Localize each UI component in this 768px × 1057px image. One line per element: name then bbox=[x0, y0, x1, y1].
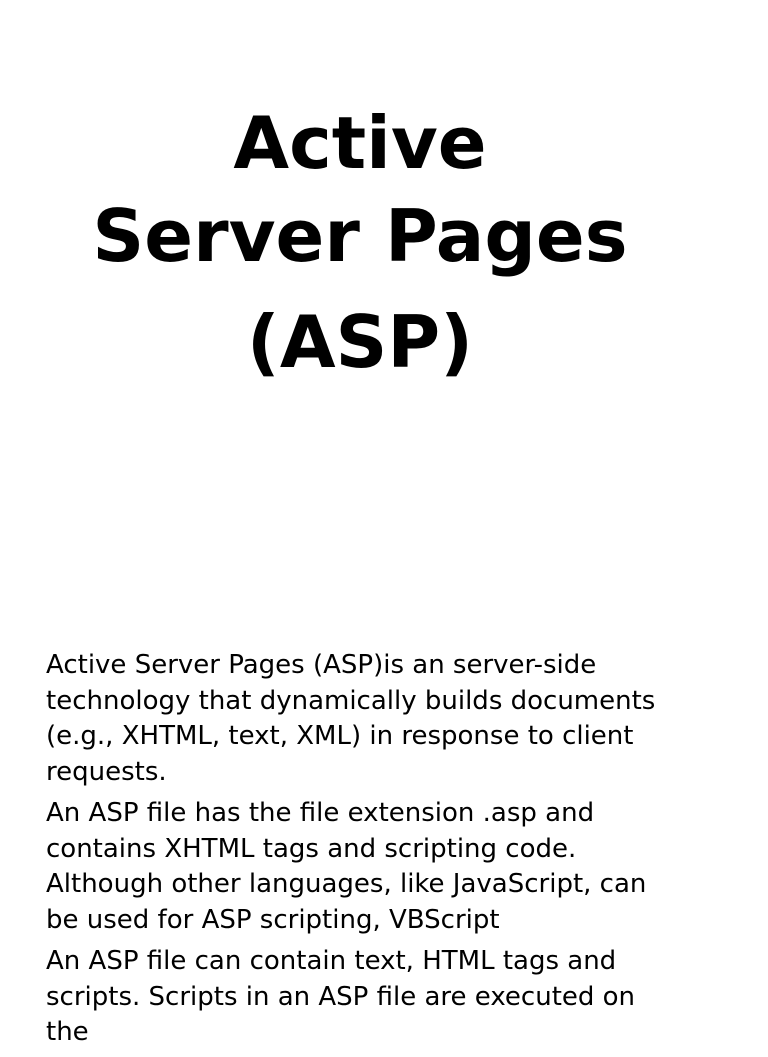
slide-body bbox=[46, 648, 761, 1057]
slide-title-line-2: Server Pages bbox=[92, 194, 628, 278]
slide-title-line-1: Active bbox=[233, 101, 487, 185]
body-paragraph-3: An ASP file can contain text, HTML tags and scripts. Scripts in an ASP file are executed on the bbox=[46, 946, 636, 1047]
slide-title-line-3: (ASP) bbox=[246, 300, 474, 384]
body-paragraph-1: Active Server Pages (ASP)is an server-side technology that dynamically builds documents (e.g., XHTML, text, XML) in response to client requests. bbox=[46, 650, 656, 787]
body-paragraph-2: An ASP file has the file extension .asp and contains XHTML tags and scripting code. Although other languages, like JavaScript, can be used for ASP scripting, VBScript bbox=[46, 798, 647, 935]
